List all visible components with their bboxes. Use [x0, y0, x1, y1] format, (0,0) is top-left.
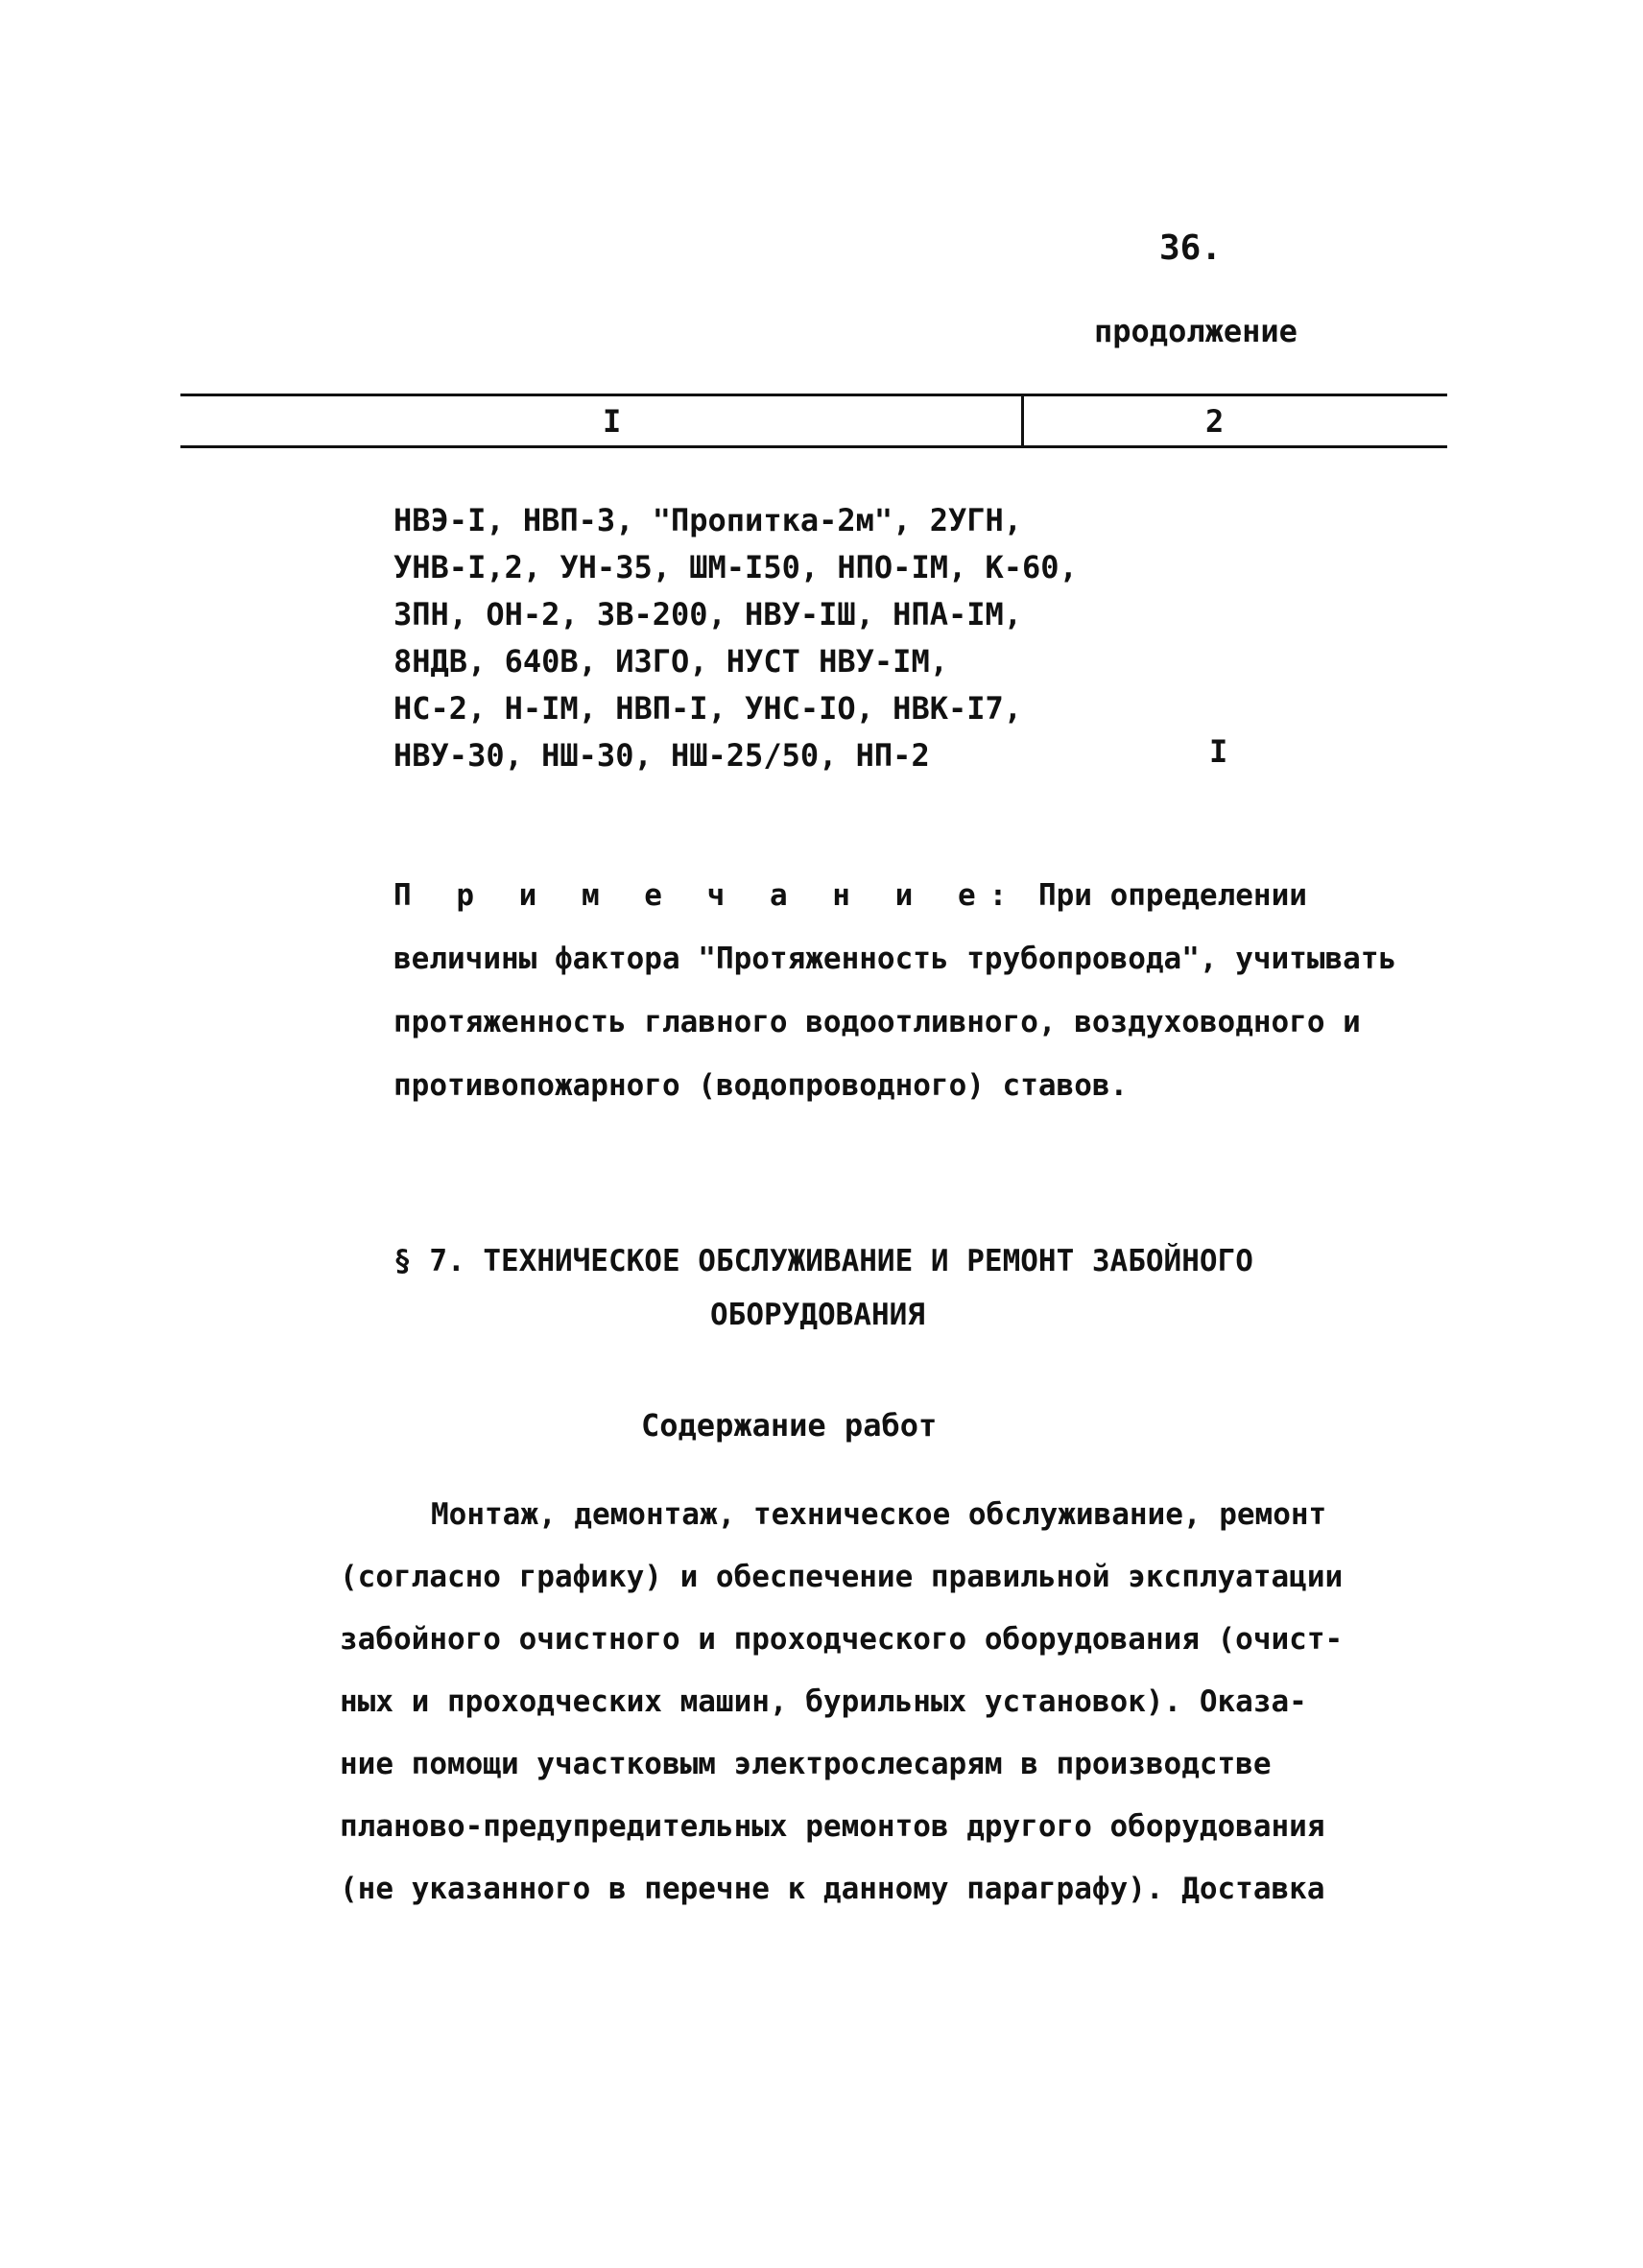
note-text: При определении величины фактора "Протяженность трубопровода", учитывать протяженность главного водоотливного, воздуховодного и противопожарного (водопроводного) ставов.: [393, 878, 1397, 1103]
section-title-line1: ТЕХНИЧЕСКОЕ ОБСЛУЖИВАНИЕ И РЕМОНТ ЗАБОЙНОГО: [483, 1244, 1253, 1278]
column-divider: [1021, 394, 1024, 445]
equipment-line: НВЭ-I, НВП-3, "Пропитка-2м", 2УГН,: [393, 502, 1023, 538]
category-value: I: [1209, 733, 1228, 770]
body-line: ние помощи участковым электрослесарям в производстве: [340, 1747, 1272, 1781]
page-number: 36.: [1159, 228, 1223, 268]
body-line: (согласно графику) и обеспечение правильной эксплуатации: [340, 1560, 1344, 1594]
equipment-list: [393, 497, 1257, 779]
equipment-line: УНВ-I,2, УН-35, ШМ-I50, НПО-IМ, К-60,: [393, 549, 1078, 585]
note-label: П р и м е ч а н и е:: [393, 878, 1021, 913]
equipment-line: 3ПН, ОН-2, 3В-200, НВУ-IШ, НПА-IМ,: [393, 596, 1023, 633]
section-heading: [393, 1234, 1363, 1342]
body-line: ных и проходческих машин, бурильных установок). Оказа-: [340, 1684, 1307, 1719]
body-line: Монтаж, демонтаж, техническое обслуживание, ремонт: [431, 1497, 1327, 1532]
subheading: Содержание работ: [641, 1407, 938, 1444]
body-line: планово-предупредительных ремонтов другого оборудования: [340, 1809, 1325, 1844]
body-line: (не указанного в перечне к данному параграфу). Доставка: [340, 1872, 1325, 1906]
body-line: забойного очистного и проходческого оборудования (очист-: [340, 1622, 1344, 1657]
column-1-header: I: [603, 403, 622, 440]
table-header: [180, 388, 1447, 447]
note: [393, 864, 1420, 1117]
equipment-line: НВУ-30, НШ-30, НШ-25/50, НП-2: [393, 737, 930, 774]
section-number: § 7.: [393, 1244, 465, 1278]
equipment-line: НС-2, Н-IМ, НВП-I, УНС-IО, НВК-I7,: [393, 690, 1023, 727]
column-2-header: 2: [1205, 403, 1225, 440]
continuation-label: продолжение: [1094, 313, 1298, 349]
table-bottom-rule: [180, 445, 1447, 448]
table-top-rule: [180, 394, 1447, 396]
body-paragraph: [340, 1484, 1415, 1921]
section-title-line2: ОБОРУДОВАНИЯ: [710, 1298, 925, 1332]
equipment-line: 8НДВ, 640В, И3ГО, НУСТ НВУ-IМ,: [393, 643, 948, 680]
